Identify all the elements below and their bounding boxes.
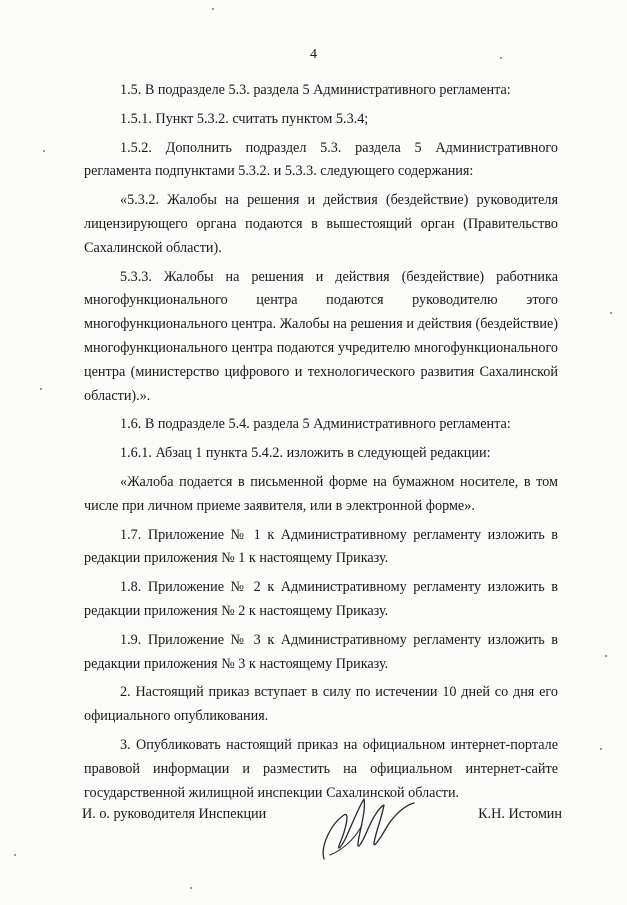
scan-speck [212, 8, 214, 10]
paragraph-1-5: 1.5. В подразделе 5.3. раздела 5 Административного регламента: [120, 82, 511, 98]
scan-speck [40, 388, 42, 390]
paragraph-1-5-2: 1.5.2. Дополнить подраздел 5.3. раздела 5 Административного регламента подпунктами 5.3.2. и 5.3.3. следующего содержания: [84, 139, 558, 180]
paragraph-1-9: 1.9. Приложение № 3 к Административному регламенту изложить в редакции приложения № 3 к настоящему Приказу. [84, 631, 558, 672]
paragraph-5-3-3: 5.3.3. Жалобы на решения и действия (бездействие) работника многофункционального центра подаются руководителю этого многофункционального центра. Жалобы на решения и действия (бездействие) многофункционального центра подаются учредителю многофункционального центра (министерство цифрового и технологического развития Сахалинской области).». [84, 268, 558, 404]
page-number: 4 [310, 47, 317, 62]
scan-speck [43, 150, 45, 152]
signatory-name: К.Н. Истомин [478, 806, 562, 822]
paragraph-1-7: 1.7. Приложение № 1 к Административному регламенту изложить в редакции приложения № 1 к настоящему Приказу. [84, 526, 558, 567]
scan-speck [500, 57, 502, 59]
scan-speck [190, 887, 192, 889]
document-body [84, 79, 558, 805]
scan-speck [610, 312, 612, 314]
signatory-position: И. о. руководителя Инспекции [82, 806, 267, 822]
scan-speck [600, 748, 602, 750]
paragraph-complaint-quote: «Жалоба подается в письменной форме на бумажном носителе, в том числе при личном приеме заявителя, или в электронной форме». [84, 473, 558, 514]
paragraph-1-6: 1.6. В подразделе 5.4. раздела 5 Административного регламента: [120, 416, 511, 433]
paragraph-1-5-1: 1.5.1. Пункт 5.3.2. считать пунктом 5.3.4; [120, 110, 369, 127]
scan-speck [14, 854, 16, 856]
paragraph-5-3-2: «5.3.2. Жалобы на решения и действия (бездействие) руководителя лицензирующего органа подаются в вышестоящий орган (Правительство Сахалинской области). [84, 192, 558, 256]
handwritten-signature [310, 785, 420, 865]
scan-speck [605, 655, 607, 657]
paragraph-1-6-1: 1.6.1. Абзац 1 пункта 5.4.2. изложить в следующей редакции: [120, 445, 491, 462]
paragraph-2: 2. Настоящий приказ вступает в силу по истечении 10 дней со дня его официального опубликования. [84, 684, 558, 725]
paragraph-3: 3. Опубликовать настоящий приказ на официальном интернет-портале правовой информации и разместить на официальном интернет-сайте государственной жилищной инспекции Сахалинской области. [84, 736, 558, 801]
paragraph-1-8: 1.8. Приложение № 2 к Административному регламенту изложить в редакции приложения № 2 к настоящему Приказу. [84, 579, 558, 619]
